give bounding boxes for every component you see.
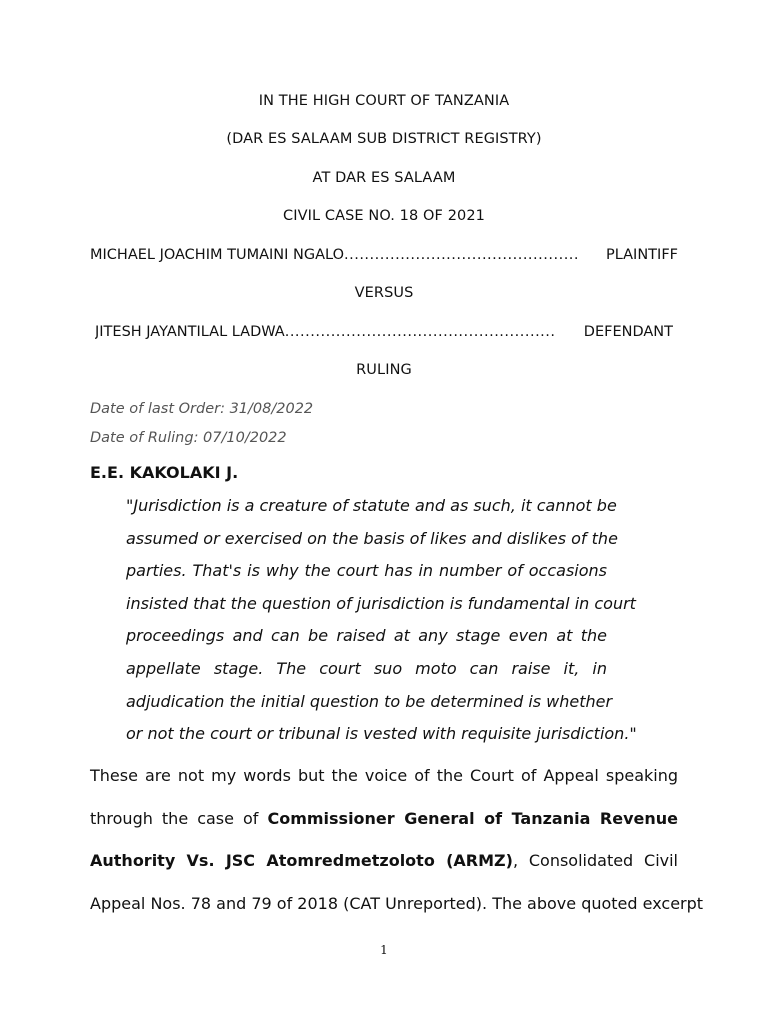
- plaintiff-dots: ..............................................: [344, 247, 580, 263]
- quote-line: appellate stage. The court suo moto can raise it, in: [126, 658, 607, 678]
- page-number: 1: [380, 943, 388, 957]
- body-line: [90, 798, 678, 841]
- defendant-role: DEFENDANT: [583, 324, 673, 340]
- defendant-line: [95, 324, 673, 340]
- quote-line: or not the court or tribunal is vested with requisite jurisdiction.": [126, 724, 637, 744]
- body-line: [90, 840, 678, 883]
- defendant-name: JITESH JAYANTILAL LADWA: [95, 324, 285, 340]
- quote-line: assumed or exercised on the basis of likes and dislikes of the: [126, 528, 618, 548]
- defendant-dots: .....................................................: [284, 324, 556, 340]
- plaintiff-name: MICHAEL JOACHIM TUMAINI NGALO: [90, 247, 344, 263]
- plaintiff-role: PLAINTIFF: [605, 247, 678, 263]
- quote-line: "Jurisdiction is a creature of statute and as such, it cannot be: [126, 496, 617, 515]
- case-citation-part1: Commissioner General of Tanzania Revenue: [267, 808, 678, 828]
- body-text-segment: , Consolidated Civil: [512, 851, 678, 871]
- versus-label: VERSUS: [354, 285, 414, 301]
- body-line: Appeal Nos. 78 and 79 of 2018 (CAT Unreported). The above quoted excerpt: [90, 893, 704, 913]
- quote-line: adjudication the initial question to be determined is whether: [126, 691, 613, 711]
- body-line: These are not my words but the voice of the Court of Appeal speaking: [90, 766, 678, 785]
- judge-name: E.E. KAKOLAKI J.: [90, 463, 239, 482]
- body-text-segment: through the case of: [90, 808, 268, 828]
- location-heading: AT DAR ES SALAAM: [312, 170, 456, 186]
- date-of-ruling: Date of Ruling: 07/10/2022: [90, 430, 287, 446]
- registry-heading: (DAR ES SALAAM SUB DISTRICT REGISTRY): [226, 131, 542, 147]
- body-paragraph: [90, 755, 704, 925]
- plaintiff-line: [90, 247, 678, 263]
- case-citation-part2: Authority Vs. JSC Atomredmetzoloto (ARMZ): [90, 851, 513, 871]
- case-number: CIVIL CASE NO. 18 OF 2021: [282, 208, 486, 224]
- ruling-title: RULING: [356, 362, 412, 378]
- jurisdiction-quote: [126, 490, 637, 751]
- quote-line: proceedings and can be raised at any stage even at the: [126, 626, 607, 646]
- court-heading: IN THE HIGH COURT OF TANZANIA: [258, 93, 510, 109]
- quote-line: parties. That's is why the court has in number of occasions: [126, 561, 607, 581]
- date-last-order: Date of last Order: 31/08/2022: [90, 401, 314, 417]
- quote-line: insisted that the question of jurisdiction is fundamental in court: [126, 593, 636, 613]
